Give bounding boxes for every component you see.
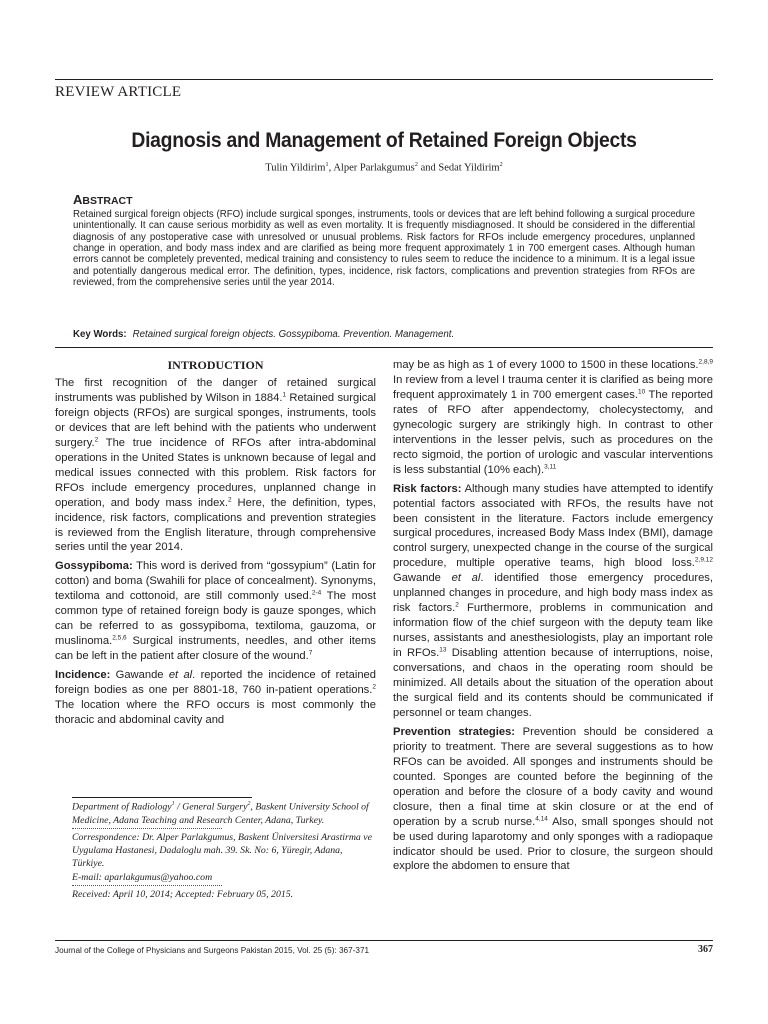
body-paragraph (393, 725, 713, 875)
citation-superscript: 13 (439, 646, 447, 654)
body-text: The reported rates of RFO after appendectomy, cholecystectomy, and gynecologic surgery are strikingly high. In contrast to other interventions in the lesser pelvis, such as procedures on the recto sigmoid, the portion of urologic and vascular interventions is less substantial (10% each). (393, 388, 713, 476)
section-label: REVIEW ARTICLE (55, 84, 182, 100)
body-text: The location where the RFO occurs is most commonly the thoracic and abdominal cavity and (55, 699, 376, 726)
author-name: Alper Parlakgumus (333, 162, 415, 174)
introduction-heading: INTRODUCTION (167, 358, 264, 372)
body-text: . reported the incidence of retained foreign bodies as one per 8801-18, 760 in-patient operations. (55, 669, 376, 697)
citation-superscript: 7 (308, 649, 313, 657)
italic-text: et al (168, 669, 193, 682)
body-paragraph (393, 482, 713, 721)
affiliation-dates: Received: April 10, 2014; Accepted: February 05, 2015. (72, 889, 294, 901)
citation-superscript: 4,14 (535, 814, 548, 822)
author-separator: and (417, 162, 439, 174)
citation-superscript: 2 (455, 601, 459, 609)
author-affiliation-mark: 2 (414, 161, 418, 168)
citation-superscript: 2,5,6 (112, 634, 127, 642)
paragraph-run-in-heading: Gossypiboma: (55, 560, 133, 573)
author-name: Tulin Yildirim (265, 162, 326, 174)
body-text: Retained surgical foreign objects (RFOs) are surgical sponges, instruments, tools or devices that are left behind with the patients who underwent surgery. (55, 391, 376, 449)
citation-superscript: 2,9,12 (694, 556, 713, 564)
paragraph-run-in-heading: Risk factors: (393, 482, 462, 495)
author-separator: , (328, 162, 334, 174)
author-affiliation-mark: 1 (325, 161, 329, 168)
header-rule (55, 79, 713, 80)
body-text: Prevention should be considered a priority to treatment. There are several suggestions as to how RFOs can be avoided. All sponges and instruments should be counted. Sponges are counted before the beginning of the operation and before the closure of a body cavity and wound closure, then a final time at skin closure or at the end of operation by a scrub nurse. (393, 725, 713, 828)
page-number: 367 (698, 944, 713, 955)
citation-superscript: 2-4 (311, 589, 322, 597)
body-column-right (393, 358, 713, 878)
body-paragraph (55, 668, 376, 728)
body-paragraph (55, 559, 376, 664)
body-paragraph (393, 358, 713, 478)
citation-superscript: 2 (94, 436, 99, 444)
journal-citation: Journal of the College of Physicians and Surgeons Pakistan 2015, Vol. 25 (5): 367-371 (55, 946, 370, 955)
footer-rule (55, 940, 713, 941)
citation-superscript: 2 (228, 495, 232, 503)
body-text: The first recognition of the danger of retained surgical instruments was published by Wilson in 1884. (55, 377, 376, 404)
body-text: . identified those emergency procedures, unplanned changes in procedure, and high body mass index as risk factors. (393, 572, 713, 615)
paragraph-run-in-heading: Incidence: (55, 669, 111, 682)
citation-superscript: 2 (372, 683, 376, 691)
body-text: Also, small sponges should not be used during laparotomy and only sponges with a radiopaque indicator should be used. Prior to closure, the surgeon should explore the abdomen to ensure that (393, 815, 713, 873)
body-text: Disabling attention because of interruptions, noise, conversations, and chaos in the operating room should be minimized. All details about the situation of the operation about the surgical field and its contents should be communicated if personnel or team changes. (393, 647, 713, 719)
body-text: Furthermore, problems in communication and information flow of the chief surgeon with the deputy team like nurses, assistants and anesthesiologists, play an important role in RFOs. (393, 602, 713, 660)
body-text: may be as high as 1 of every 1000 to 1500 in these locations. (393, 359, 699, 371)
body-text: Although many studies have attempted to identify potential factors associated with RFOs, the results have not been consistent in the literature. Factors include emergency surgical procedures, increased Body Mass Index (BMI), damage control surgery, unexpected change in the course of the surgical procedure, multiple operative teams, high blood loss. (393, 482, 713, 570)
citation-superscript: 1 (282, 391, 287, 399)
affiliation-email: E-mail: aparlakgumus@yahoo.com (72, 871, 213, 883)
citation-superscript: 3,11 (544, 462, 557, 470)
body-text: In review from a level I trauma center it is clarified as being more frequent approximately 1 in 700 emergent cases. (393, 373, 713, 401)
affiliation-correspondence: Correspondence: Dr. Alper Parlakgumus, Baskent Üniversitesi Arastirma ve Uygulama Hastanesi, Dadaloglu mah. 39. Sk. No: 6, Yüregir, Adana, Türkiye. (72, 831, 372, 870)
article-title: Diagnosis and Management of Retained Foreign Objects (131, 128, 637, 152)
author-name: Sedat Yildirim (438, 162, 500, 174)
body-text: Gawande (393, 572, 452, 585)
abstract-text: Retained surgical foreign objects (RFO) include surgical sponges, instruments, tools or devices that are left behind following a surgical procedure unintentionally. It can cause serious morbidity as well as even mortality. It is frequently misdiagnosed. It should be considered in the differential diagnosis of any postoperative case with unresolved or unusual problems. Risk factors for RFOs include emergency procedures, unplanned change in operation, and body mass index and are clarified as being more frequent approximately 1 in 700 emergent cases. Although human errors cannot be completely prevented, medical training and consistency to rules seem to reduce the incidence to a minimum. It is a legal issue and potentially dangerous medical error. The definition, types, incidence, risk factors, complications and prevention strategies from RFOs are reviewed, from the comprehensive series until the year 2014. (73, 209, 695, 289)
citation-superscript: 10 (637, 388, 646, 396)
keywords-label: Key Words: (73, 329, 127, 340)
body-column-left (55, 376, 376, 732)
body-text: Surgical instruments, needles, and other items can be left in the patient after closure of the wound. (55, 635, 376, 663)
keywords-list: Retained surgical foreign objects. Gossypiboma. Prevention. Management. (132, 329, 455, 340)
abstract-heading: ABSTRACT (73, 192, 133, 207)
body-text: Here, the definition, types, incidence, risk factors, complications and prevention strategies is reviewed from the English literature, through comprehensive series until the year 2014. (55, 496, 376, 554)
affiliation-divider (72, 828, 222, 829)
body-paragraph (55, 376, 376, 555)
affiliation-department: Department of Radiology$^1$ / General Surgery$^2$, Baskent University School of Medicine, Adana Teaching and Research Center, Adana, Turkey. (72, 801, 369, 826)
body-text: Gawande (110, 669, 169, 682)
affiliation-block (72, 798, 372, 901)
affiliation-divider (72, 885, 222, 886)
author-affiliation-mark: 2 (499, 161, 503, 168)
keywords (73, 329, 454, 340)
abstract-rule (55, 347, 713, 348)
author-list (55, 161, 713, 174)
citation-superscript: 2,8,9 (698, 358, 713, 366)
italic-text: et al (451, 572, 481, 585)
body-text: The true incidence of RFOs after intra-abdominal operations in the United States is unknown because of legal and medical issues connected with this problem. Risk factors for RFOs include emergency procedures, unplanned change in operation, and body mass index. (55, 436, 376, 509)
paragraph-run-in-heading: Prevention strategies: (393, 725, 516, 738)
body-text: The most common type of retained foreign body is gauze sponges, which can be referred to as gossypiboma, textiloma, gauzoma, or muslinoma. (55, 590, 376, 648)
body-text: This word is derived from “gossypium” (Latin for cotton) and boma (Swahili for place of concealment). Synonyms, textiloma and cottonoid, are still commonly used. (55, 560, 376, 603)
